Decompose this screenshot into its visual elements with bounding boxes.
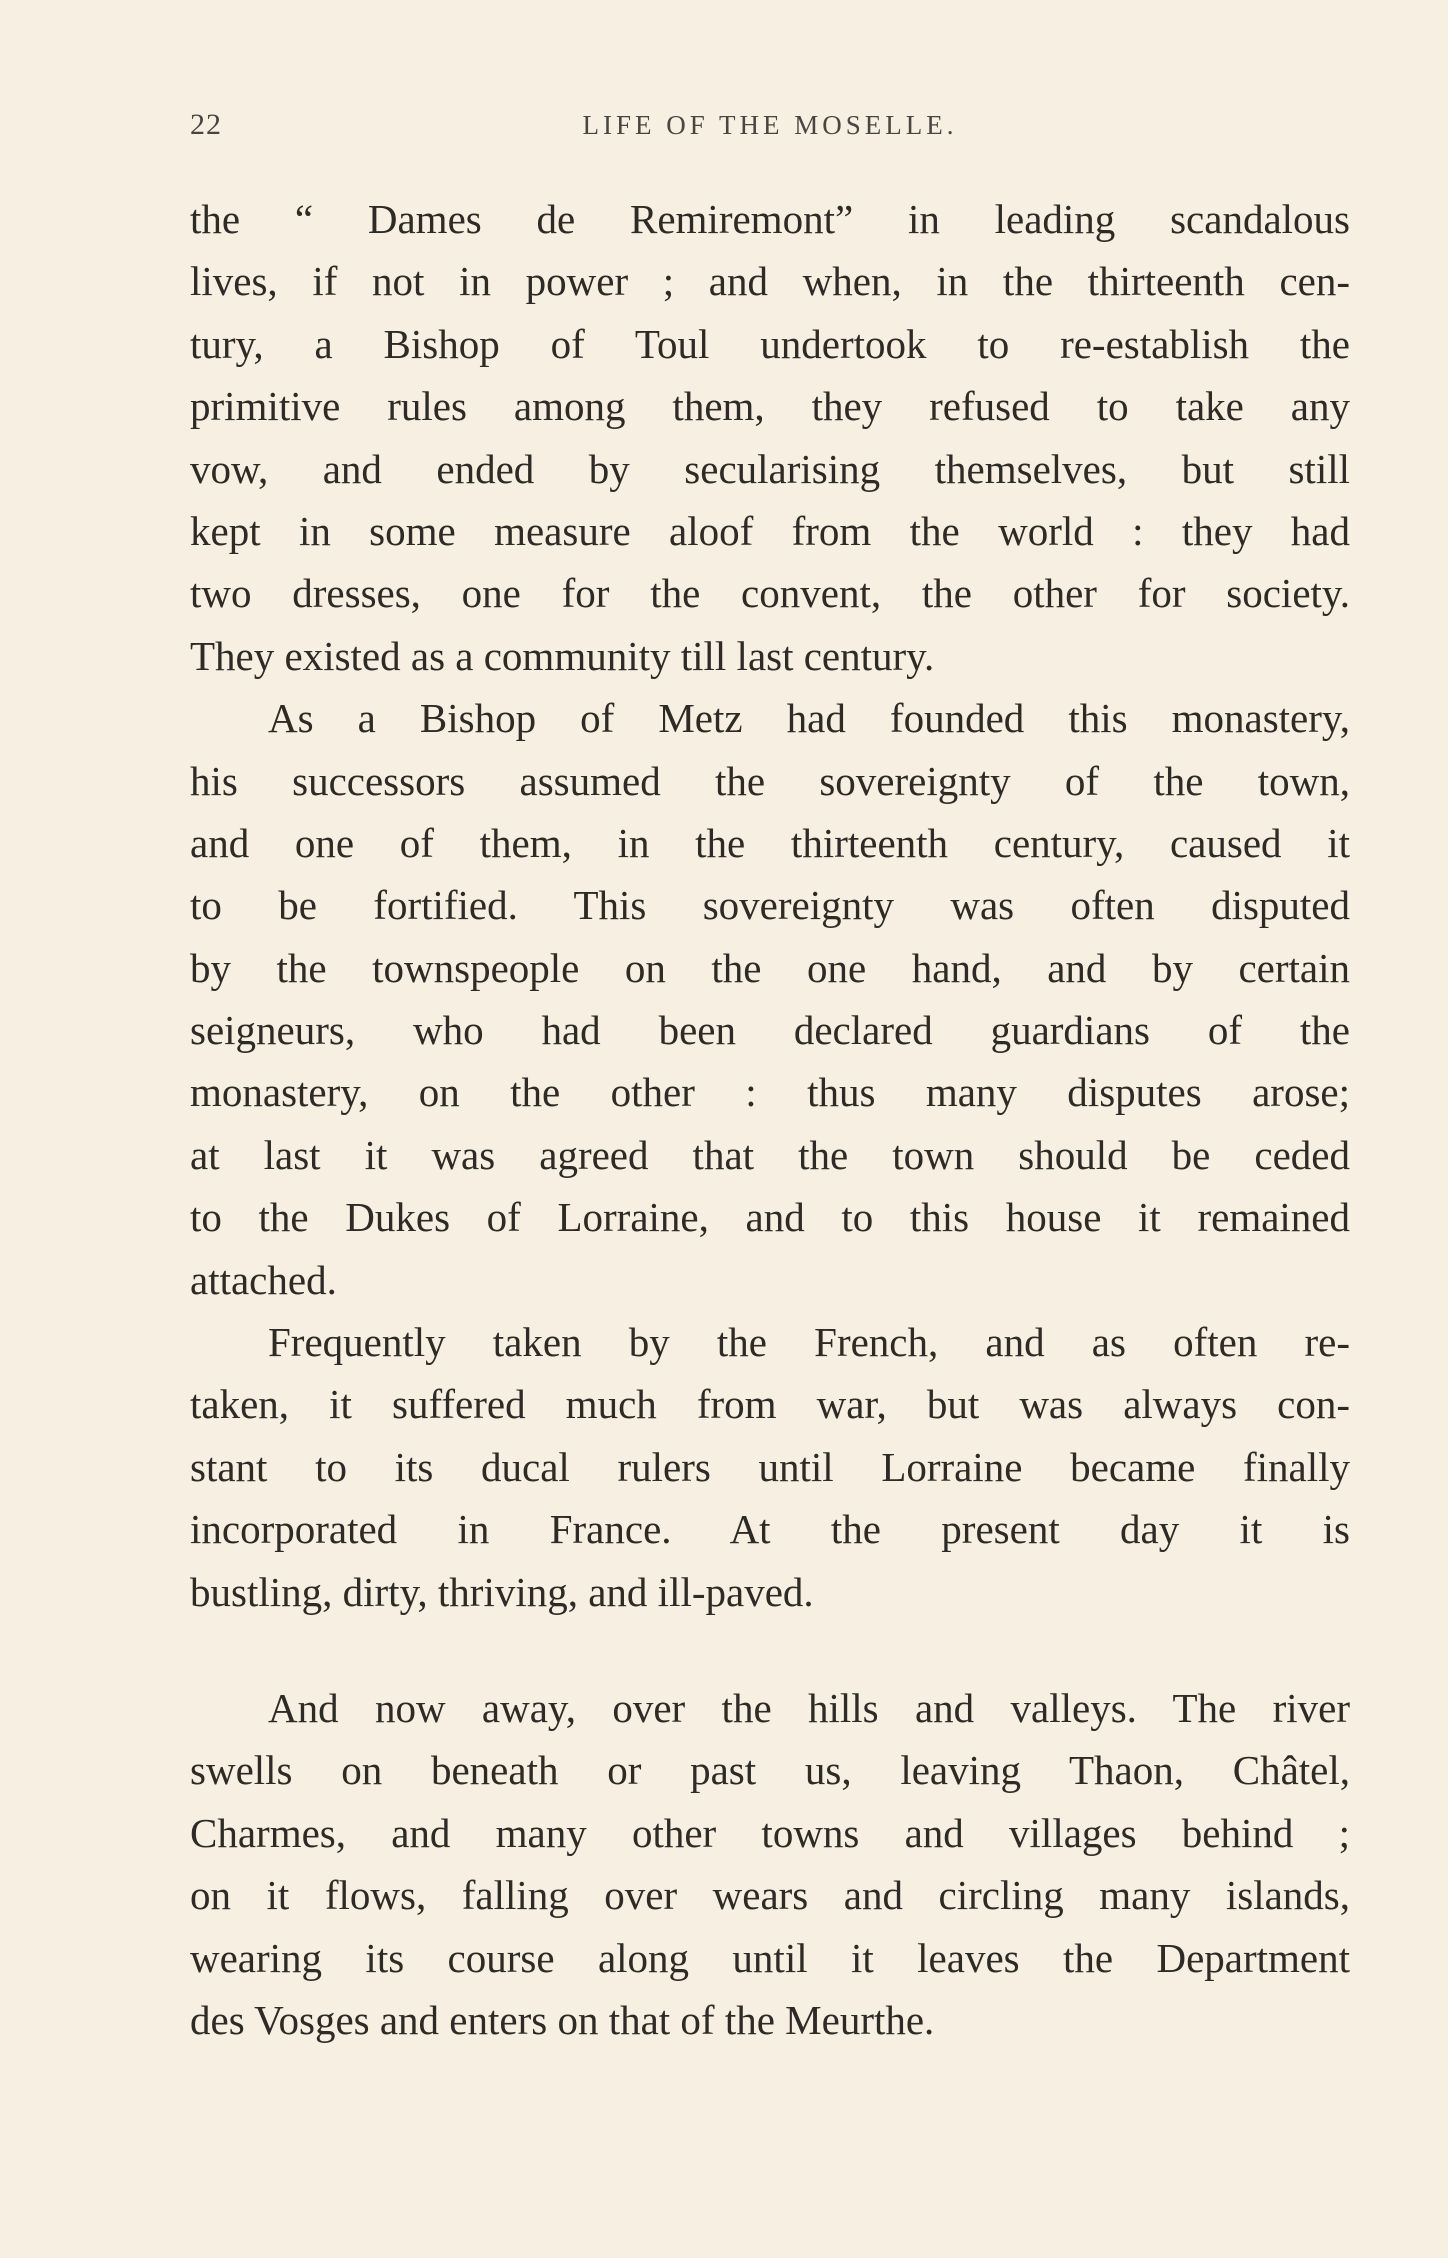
page-header <box>190 108 1350 148</box>
text-line: tury, a Bishop of Toul undertook to re-establish the <box>190 320 1350 367</box>
text-line: monastery, on the other : thus many disputes arose; <box>190 1069 1350 1116</box>
text-line: seigneurs, who had been declared guardians of the <box>190 1007 1350 1054</box>
text-line: bustling, dirty, thriving, and ill-paved. <box>190 1568 814 1615</box>
paragraph-1 <box>190 188 1350 687</box>
text-line: stant to its ducal rulers until Lorraine became finally <box>190 1443 1350 1490</box>
text-line: vow, and ended by secularising themselves, but still <box>190 445 1350 492</box>
body-text <box>190 188 1350 2051</box>
text-line: his successors assumed the sovereignty of the town, <box>190 757 1350 804</box>
text-line: Frequently taken by the French, and as often re- <box>268 1319 1350 1366</box>
text-line: to the Dukes of Lorraine, and to this house it remained <box>190 1194 1350 1241</box>
page-number: 22 <box>190 108 222 141</box>
paragraph-4 <box>190 1677 1350 2051</box>
text-line: attached. <box>190 1256 337 1303</box>
text-line: wearing its course along until it leaves the Department <box>190 1934 1350 1981</box>
paragraph-2 <box>190 687 1350 1311</box>
text-line: And now away, over the hills and valleys. The river <box>268 1684 1350 1731</box>
paragraph-3 <box>190 1311 1350 1623</box>
text-line: the “ Dames de Remiremont” in leading scandalous <box>190 196 1350 242</box>
text-line: lives, if not in power ; and when, in the thirteenth cen- <box>190 258 1350 305</box>
text-line: incorporated in France. At the present day it is <box>190 1506 1350 1553</box>
running-title: LIFE OF THE MOSELLE. <box>582 110 958 140</box>
text-line: taken, it suffered much from war, but was always con- <box>190 1381 1350 1428</box>
text-line: on it flows, falling over wears and circling many islands, <box>190 1872 1350 1919</box>
section-break <box>190 1623 1350 1677</box>
text-line: primitive rules among them, they refused to take any <box>190 383 1350 430</box>
text-line: Charmes, and many other towns and villages behind ; <box>190 1809 1350 1856</box>
text-line: swells on beneath or past us, leaving Thaon, Châtel, <box>190 1747 1350 1794</box>
text-line: des Vosges and enters on that of the Meurthe. <box>190 1996 935 2043</box>
text-line: at last it was agreed that the town should be ceded <box>190 1131 1350 1178</box>
text-line: and one of them, in the thirteenth century, caused it <box>190 819 1350 866</box>
text-line: to be fortified. This sovereignty was often disputed <box>190 882 1350 929</box>
text-line: by the townspeople on the one hand, and by certain <box>190 944 1350 991</box>
text-line: kept in some measure aloof from the world : they had <box>190 507 1350 554</box>
text-line: two dresses, one for the convent, the other for society. <box>190 570 1350 617</box>
text-line: As a Bishop of Metz had founded this monastery, <box>268 695 1350 742</box>
text-line: They existed as a community till last century. <box>190 632 935 679</box>
